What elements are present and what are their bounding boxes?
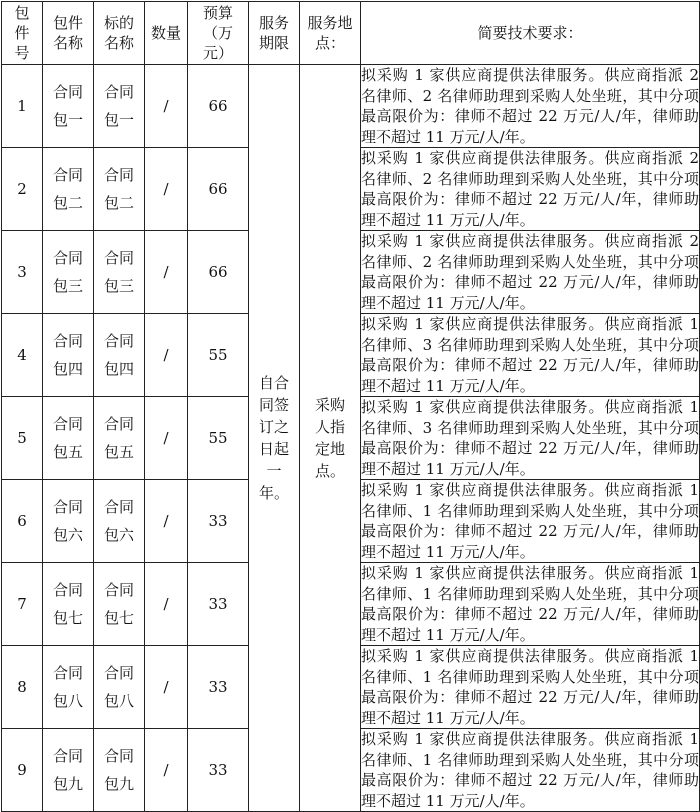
row-budget-cell — [188, 646, 249, 729]
header-service-location: 服务地点： — [300, 2, 361, 65]
service-period-text: 自合同签订之日起一年。 — [258, 374, 289, 502]
row-pkg-name-text: 合同包三 — [52, 249, 83, 295]
row-no-cell — [2, 231, 43, 314]
row-lot-name-text: 合同包八 — [103, 664, 134, 710]
row-budget-cell — [188, 231, 249, 314]
row-pkg-name-text: 合同包八 — [52, 664, 83, 710]
row-quantity-text: / — [163, 678, 169, 696]
row-pkg-name-cell — [43, 148, 94, 231]
row-budget-cell — [188, 65, 249, 148]
row-budget-text: 66 — [208, 263, 228, 281]
row-pkg-name-cell — [43, 65, 94, 148]
row-no-cell — [2, 314, 43, 397]
row-budget-cell — [188, 480, 249, 563]
row-lot-name-cell — [94, 563, 145, 646]
row-pkg-name-text: 合同包九 — [52, 747, 83, 793]
row-quantity-text: / — [163, 180, 169, 198]
row-pkg-name-cell — [43, 646, 94, 729]
row-no-cell — [2, 65, 43, 148]
row-no-cell — [2, 729, 43, 812]
row-budget-cell — [188, 148, 249, 231]
row-requirements-cell: 拟采购 1 家供应商提供法律服务。供应商指派 1 名律师、1 名律师助理到采购人处坐班，其中分项最高限价为：律师不超过 22 万元/人/年，律师助理不超过 11 万元/人/年。 — [361, 647, 699, 727]
row-lot-name-cell — [94, 729, 145, 812]
row-lot-name-text: 合同包二 — [103, 166, 134, 212]
header-lot-name: 标的名称 — [94, 2, 145, 65]
row-quantity-text: / — [163, 263, 169, 281]
row-pkg-name-cell — [43, 314, 94, 397]
row-pkg-name-cell — [43, 480, 94, 563]
row-no-text: 8 — [17, 678, 27, 696]
row-pkg-name-text: 合同包一 — [52, 83, 83, 129]
row-quantity-cell — [145, 563, 188, 646]
row-budget-cell — [188, 397, 249, 480]
row-budget-text: 33 — [208, 761, 228, 779]
row-no-cell — [2, 480, 43, 563]
row-lot-name-text: 合同包六 — [103, 498, 134, 544]
row-budget-text: 33 — [208, 678, 228, 696]
row-quantity-text: / — [163, 346, 169, 364]
row-requirements-cell: 拟采购 1 家供应商提供法律服务。供应商指派 1 名律师、1 名律师助理到采购人处坐班，其中分项最高限价为：律师不超过 22 万元/人/年，律师助理不超过 11 万元/人/年。 — [361, 730, 699, 810]
row-lot-name-text: 合同包一 — [103, 83, 134, 129]
row-requirements-cell: 拟采购 1 家供应商提供法律服务。供应商指派 2 名律师、2 名律师助理到采购人处坐班，其中分项最高限价为：律师不超过 22 万元/人/年，律师助理不超过 11 万元/人/年。 — [361, 66, 699, 146]
row-pkg-name-cell — [43, 397, 94, 480]
row-lot-name-text: 合同包七 — [103, 581, 134, 627]
row-pkg-name-cell — [43, 729, 94, 812]
row-no-text: 5 — [17, 429, 27, 447]
header-pkg-name: 包件名称 — [43, 2, 94, 65]
row-pkg-name-cell — [43, 563, 94, 646]
row-budget-cell — [188, 563, 249, 646]
procurement-table — [1, 1, 700, 812]
row-no-text: 9 — [17, 761, 27, 779]
row-pkg-name-cell — [43, 231, 94, 314]
row-lot-name-cell — [94, 231, 145, 314]
row-lot-name-cell — [94, 646, 145, 729]
header-requirements: 简要技术要求： — [361, 2, 700, 65]
row-requirements-cell: 拟采购 1 家供应商提供法律服务。供应商指派 2 名律师、2 名律师助理到采购人处坐班，其中分项最高限价为：律师不超过 22 万元/人/年，律师助理不超过 11 万元/人/年。 — [361, 149, 699, 229]
row-no-text: 2 — [17, 180, 27, 198]
row-lot-name-cell — [94, 314, 145, 397]
header-service-period: 服务期限 — [249, 2, 300, 65]
row-quantity-text: / — [163, 595, 169, 613]
row-pkg-name-text: 合同包四 — [52, 332, 83, 378]
row-lot-name-cell — [94, 480, 145, 563]
row-lot-name-cell — [94, 148, 145, 231]
service-location-cell — [300, 65, 361, 812]
header-pkg-no: 包件号 — [2, 2, 43, 65]
row-requirements-cell: 拟采购 1 家供应商提供法律服务。供应商指派 1 名律师、1 名律师助理到采购人处坐班，其中分项最高限价为：律师不超过 22 万元/人/年，律师助理不超过 11 万元/人/年。 — [361, 481, 699, 561]
row-budget-text: 66 — [208, 180, 228, 198]
row-lot-name-text: 合同包五 — [103, 415, 134, 461]
row-quantity-text: / — [163, 512, 169, 530]
row-pkg-name-text: 合同包六 — [52, 498, 83, 544]
table-row — [2, 65, 700, 148]
row-no-text: 3 — [17, 263, 27, 281]
row-lot-name-cell — [94, 65, 145, 148]
row-quantity-cell — [145, 397, 188, 480]
row-lot-name-cell — [94, 397, 145, 480]
service-location-text: 采购人指定地点。 — [314, 396, 345, 480]
row-quantity-text: / — [163, 761, 169, 779]
row-requirements-cell: 拟采购 1 家供应商提供法律服务。供应商指派 2 名律师、2 名律师助理到采购人处坐班，其中分项最高限价为：律师不超过 22 万元/人/年，律师助理不超过 11 万元/人/年。 — [361, 232, 699, 312]
header-row — [2, 2, 700, 65]
row-lot-name-text: 合同包三 — [103, 249, 134, 295]
row-quantity-text: / — [163, 97, 169, 115]
row-no-cell — [2, 563, 43, 646]
row-budget-cell — [188, 729, 249, 812]
row-pkg-name-text: 合同包七 — [52, 581, 83, 627]
row-requirements-cell: 拟采购 1 家供应商提供法律服务。供应商指派 1 名律师、3 名律师助理到采购人处坐班，其中分项最高限价为：律师不超过 22 万元/人/年，律师助理不超过 11 万元/人/年。 — [361, 315, 699, 395]
row-no-text: 4 — [17, 346, 27, 364]
row-no-text: 1 — [17, 97, 27, 115]
row-quantity-cell — [145, 646, 188, 729]
row-budget-text: 55 — [208, 429, 228, 447]
row-quantity-cell — [145, 65, 188, 148]
row-pkg-name-text: 合同包二 — [52, 166, 83, 212]
row-no-cell — [2, 646, 43, 729]
row-budget-text: 33 — [208, 595, 228, 613]
service-period-cell — [249, 65, 300, 812]
row-lot-name-text: 合同包九 — [103, 747, 134, 793]
row-budget-text: 33 — [208, 512, 228, 530]
row-requirements-cell: 拟采购 1 家供应商提供法律服务。供应商指派 1 名律师、1 名律师助理到采购人处坐班，其中分项最高限价为：律师不超过 22 万元/人/年，律师助理不超过 11 万元/人/年。 — [361, 564, 699, 644]
row-quantity-cell — [145, 480, 188, 563]
row-lot-name-text: 合同包四 — [103, 332, 134, 378]
header-quantity: 数量 — [145, 2, 188, 65]
row-budget-cell — [188, 314, 249, 397]
header-budget: 预算（万元） — [188, 2, 249, 65]
row-quantity-cell — [145, 314, 188, 397]
row-requirements-cell: 拟采购 1 家供应商提供法律服务。供应商指派 1 名律师、3 名律师助理到采购人处坐班，其中分项最高限价为：律师不超过 22 万元/人/年，律师助理不超过 11 万元/人/年。 — [361, 398, 699, 478]
row-pkg-name-text: 合同包五 — [52, 415, 83, 461]
row-no-text: 6 — [17, 512, 27, 530]
row-no-text: 7 — [17, 595, 27, 613]
row-no-cell — [2, 397, 43, 480]
row-quantity-cell — [145, 148, 188, 231]
row-budget-text: 66 — [208, 97, 228, 115]
row-budget-text: 55 — [208, 346, 228, 364]
row-no-cell — [2, 148, 43, 231]
row-quantity-cell — [145, 231, 188, 314]
row-quantity-cell — [145, 729, 188, 812]
row-quantity-text: / — [163, 429, 169, 447]
